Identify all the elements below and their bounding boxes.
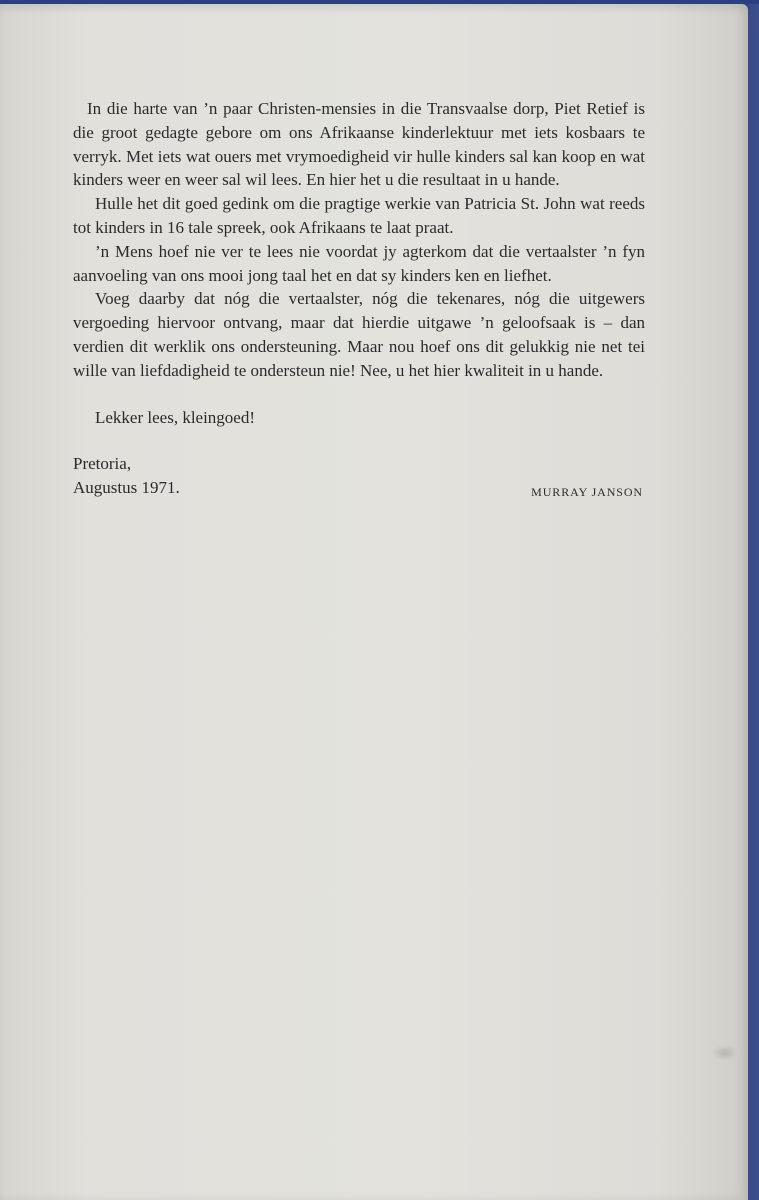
signature-author: MURRAY JANSON — [531, 485, 643, 500]
paragraph-2: Hulle het dit goed gedink om die pragtige werkie van Patricia St. John wat reeds tot kinders in 16 tale spreek, ook Afrikaans te laat praat. — [73, 194, 645, 237]
preface-text — [73, 97, 645, 500]
spacer — [73, 383, 645, 406]
signature-block — [73, 452, 645, 500]
paper-smudge — [712, 1045, 738, 1061]
paragraph-1: In die harte van ’n paar Christen-mensies in die Transvaalse dorp, Piet Retief is die groot gedagte gebore om ons Afrikaanse kinderlektuur met iets kosbaars te verryk. Met iets wat ouers met vrymoedigheid vir hulle kinders sal kan koop en wat kinders weer en weer sal wil lees. En hier het u die resultaat in u hande. — [73, 99, 645, 190]
cover-edge — [748, 4, 759, 1200]
closing-line: Lekker lees, kleingoed! — [95, 407, 256, 427]
signature-place: Pretoria, — [73, 454, 132, 474]
spacer — [73, 429, 645, 452]
paragraph-3: ’n Mens hoef nie ver te lees nie voordat jy agterkom dat die vertaalster ’n fyn aanvoeling van ons mooi jong taal het en dat sy kinders ken en liefhet. — [73, 241, 645, 285]
paragraph-4: Voeg daarby dat nóg die vertaalster, nóg die tekenares, nóg die uitgewers vergoeding hiervoor ontvang, maar dat hierdie uitgawe ’n geloofsaak is – dan verdien dit werklik ons ondersteuning. Maar nou hoef ons dit gelukkig nie net tei wille van liefdadigheid te ondersteun nie! Nee, u het hier kwaliteit in u hande. — [73, 289, 645, 380]
signature-date: Augustus 1971. — [73, 478, 180, 498]
